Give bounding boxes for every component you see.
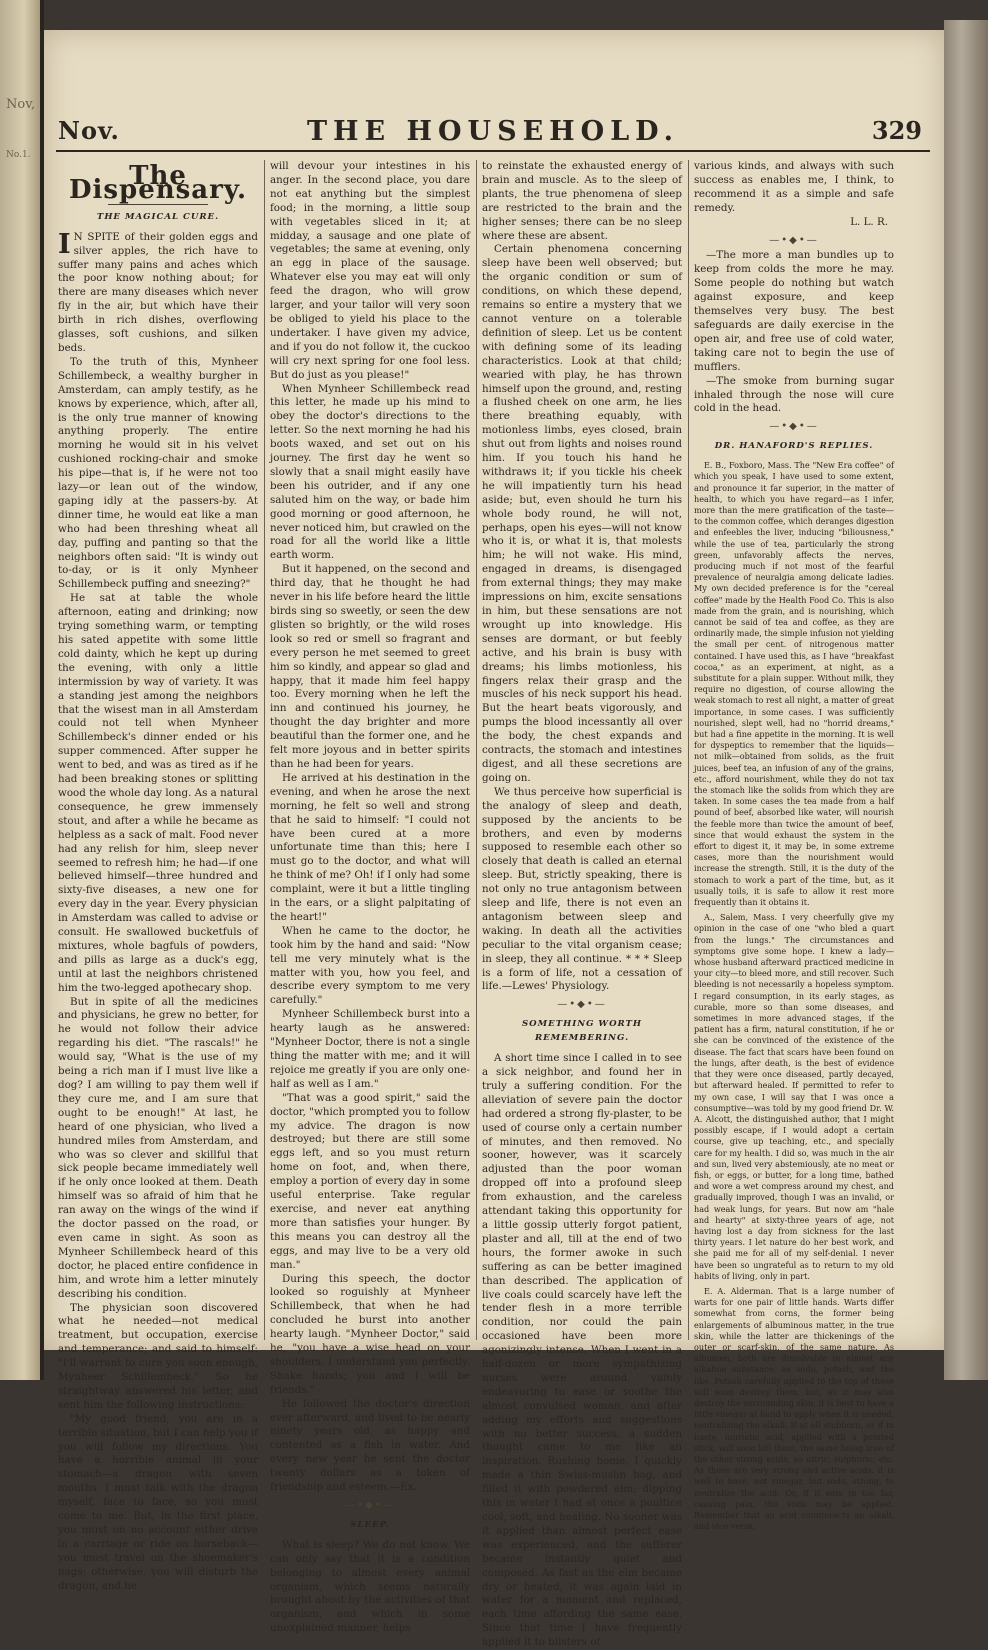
header-rule <box>56 150 930 152</box>
left-page-fragment: Nov, <box>6 97 36 112</box>
column-divider <box>476 160 477 1340</box>
ornament-divider: —•◆•— <box>345 1500 395 1511</box>
paragraph: A short time since I called in to see a sick neighbor, and found her in truly a suffering condition. For the alleviation of severe pain the doctor had ordered a strong fly-plaster, to be used of course only a certain number of minutes, and then removed. No sooner, however, was it scarcely adjusted than the poor woman dropped off into a profound sleep from exhaustion, and the careless attendant taking this opportunity for a little gossip utterly forgot patient, plaster and all, till at the end of two hours, the former awoke in such suffering as can be better imagined than described. The application of live coals could scarcely have left the tender flesh in a more terrible condition, nor could the pain occasioned have been more agonizingly intense. When I went in a half-dozen or more sympathizing nurses were around vainly endeavoring to ease or soothe the almost convulsed woman, and after adding my efforts and suggestions with no better success, a sudden thought came to me like an inspiration. Rushing home, I quickly made a thin Swiss-muslin bag, and filled it with powdered elm; dipping this in water I had at once a poultice cool, soft, and healing. No sooner was it applied than almost perfect ease was experienced, and the sufferer became instantly quiet and composed. As fast as the elm became dry or heated, it was again laid in water for a moment and replaced, each time affording the same ease. Since that time I have frequently applied it to blisters of <box>482 1052 682 1649</box>
paragraph: He followed the doctor's direction ever afterward, and lived to be nearly ninety years old, as happy and contented as a fish in water. And every new year he sent the doctor twenty dollars as a token of friendship and esteem.—Ex. <box>270 1397 470 1494</box>
paragraph: He arrived at his destination in the evening, and when he arose the next morning, he felt so well and strong that he said to himself: "I could not have been cured at a more unfortunate time than this; here I must go to the doctor, and what will he think of me? Oh! if I only had some complaint, were it but a little tingling in the ears, or a slight palpitating of the heart!" <box>270 771 470 923</box>
reply-paragraph: E. A. Alderman. That is a large number of warts for one pair of little hands. Warts differ somewhat from corns, the former being enlargements of albuminous matter, in the true skin, while the latter are thickenings of the outer or scarf-skin, of the same nature. As albumen, both are dissolvable in almost any alkaline substance, as soda, potash, and the like. Potash carefully applied to the top of these will soon destroy them, but, as it may also destroy the surrounding skin, it is best to have a little vinegar at hand to apply when it is needed, neutralizing the alkali. If at all stubborn, or if in haste, muriatic acid, applied with a pointed stick, will soon kill them, the same being true of the other strong acids, as nitric, sulphuric, etc. As these are very strong and active acids, it is well to have, not vinegar, but soda, strong, to neutralize the acid. Or, if it eats in too far, causing pain, the soda may be applied. Remember that an acid counteracts an alkali, and vice versa. <box>694 1285 894 1532</box>
paragraph: During this speech, the doctor looked so roguishly at Mynheer Schillembeck, that when he had concluded he burst into another hearty laugh. "Mynheer Doctor," said he, "you have a wise head on your shoulders. I understand you perfectly. Shake hands; you and I will be friends." <box>270 1272 470 1396</box>
column-2 <box>270 160 470 1635</box>
paragraph: But it happened, on the second and third day, that he thought he had never in his life before heard the little birds sing so sweetly, or seen the dew glisten so brightly, or the wild roses look so red or smell so fragrant and every person he met seemed to greet him so kindly, and appear so glad and happy, that it made him feel happy too. Every morning when he left the inn and continued his journey, he thought the day brighter and more beautiful than the former one, and he felt more joyous and in better spirits than he had been for years. <box>270 563 470 770</box>
column-3 <box>482 160 682 1649</box>
paragraph: —The more a man bundles up to keep from colds the more he may. Some people do nothing but watch against exposure, and keep themselves very busy. The best safeguards are daily exercise in the open air, and free use of cold water, taking care not to begin the use of mufflers. <box>694 249 894 373</box>
column-4 <box>694 160 894 1532</box>
column-1 <box>58 160 258 1592</box>
ornament-divider: —•◆•— <box>769 234 819 246</box>
newspaper-page <box>44 30 944 1649</box>
replies-body <box>694 460 894 1532</box>
article-title-sleep: SLEEP. <box>350 1519 390 1530</box>
paragraph: Certain phenomena concerning sleep have been well observed; but the organic condition or sum of conditions, on which these depend, remains so entire a mystery that we cannot venture on a tolerable definition of sleep. Let us be content with defining some of its leading characteristics. Look at that child; wearied with play, he has thrown himself upon the ground, and, resting a flushed cheek on one arm, he lies there breathing equably, with motionless limbs, eyes closed, brain shut out from lights and noises round him. If you touch his hand he withdraws it; if you tickle his cheek he will impatiently turn his head aside; but, even should he turn his whole body round, he will not, perhaps, open his eyes—will not know who it is, or what it is, that molests him; he will not wake. His mind, engaged in dreams, is disengaged from external things; they may make impressions on him, excite sensations in him, but these sensations are not wrought up into knowledge. His senses are dormant, or but feebly active, and his brain is busy with dreams; his limbs motionless, his fingers relax their grasp and the muscles of his neck support his head. But the heart beats vigorously, and pumps the blood incessantly all over the body, the chest expands and contracts, the stomach and intestines digest, and all these secretions are going on. <box>482 243 682 784</box>
paragraph: What is sleep? We do not know. We can only say that it is a condition belonging to almost every animal organism, which seems naturally brought about by the activities of that organism, and which in some unexplained manner, helps <box>270 1538 470 1635</box>
column-divider <box>688 160 689 1340</box>
paragraph: To the truth of this, Mynheer Schillembeck, a wealthy burgher in Amsterdam, can amply testify, as he knows by experience, which, after all, is the only true manner of knowing anything properly. The entire morning he would sit in his velvet cushioned rocking-chair and smoke his pipe—that is, if he were not too lazy—or lean out of the window, gaping idly at the passers-by. At dinner time, he would eat like a man who had been threshing wheat all day, puffing and panting so that the neighbors often said: "It is windy out to-day, or is it only Mynheer Schillembeck puffing and sneezing?" <box>58 355 258 591</box>
paragraph: "My good friend, you are in a terrible situation, but I can help you if you will follow my directions. You have a horrible animal in your stomach—a dragon with seven mouths. I must talk with the dragon myself, face to face, so you must come to me. But, in the first place, you must on no account either drive in a carriage or ride on horseback—you must travel on the shoemaker's nags; otherwise, you will disturb the dragon, and he <box>58 1412 258 1592</box>
left-page-edge <box>0 0 40 1380</box>
paragraph: He sat at table the whole afternoon, eating and drinking; now trying something warm, or tempting his sated appetite with some little cold dainty, which he kept up during the evening, with only a little intermission by way of variety. It was a standing jest among the neighbors that the wisest man in all Amsterdam could not tell when Mynheer Schillembeck's dinner ended or his supper commenced. After supper he went to bed, and was as tired as if he had been breaking stones or splitting wood the whole day long. As a natural consequence, he grew immensely stout, and after a while he became as helpless as a sack of malt. Food never had any relish for him, sleep never seemed to refresh him; he had—if one believed himself—three hundred and sixty-five diseases, a new one for every day in the year. Every physician in Amsterdam was called to advise or consult. He swallowed bucketfuls of mixtures, whole bagfuls of powders, and pills as large as a duck's egg, until at last the neighbors christened him the two-legged apothecary shop. <box>58 592 258 994</box>
header-month: Nov. <box>58 116 120 145</box>
page-header <box>56 116 930 152</box>
ornament-divider: —•◆•— <box>557 999 607 1011</box>
paragraph: —The smoke from burning sugar inhaled through the nose will cure cold in the head. <box>694 374 894 415</box>
paragraph: When Mynheer Schillembeck read this letter, he made up his mind to obey the doctor's directions to the letter. So the next morning he had his boots waxed, and set out on his journey. The first day he went so slowly that a snail might easily have been his outrider, and if any one saluted him on the way, or bade him good morning or good afternoon, he never noticed him, but crawled on the road for all the world like a little earth worm. <box>270 382 470 562</box>
article-title-magical-cure: THE MAGICAL CURE. <box>96 211 220 222</box>
paragraph: The physician soon discovered what he needed—not medical treatment, but occupation, exercise and temperance; and said to himself: "I'll warrant to cure you soon enough, Mynheer Schillembeck." So he straightway answered his letter, and sent him the following instructions: <box>58 1301 258 1411</box>
paragraph: will devour your intestines in his anger. In the second place, you dare not eat anything but the simplest food; in the morning, a little soup with vegetables sliced in it; at midday, a sausage and one plate of vegetables; the same at evening, only an egg in place of the sausage. Whatever else you may eat will only feed the dragon, who will grow larger, and your tailor will very soon be obliged to yield his place to the undertaker. I have given my advice, and if you do not follow it, the cuckoo will cry next spring for one fool less. But do just as you please!" <box>270 160 470 381</box>
book-cover-edge <box>944 20 988 1380</box>
article-title-something-worth-remembering: SOMETHING WORTH REMEMBERING. <box>521 1019 643 1044</box>
reply-paragraph: E. B., Foxboro, Mass. The "New Era coffee" of which you speak, I have used to some extent, and pronounce it far superior, in the matter of health, to which you have regard—as I infer, more than the mere gratification of the taste—to the common coffee, which deranges digestion and enfeebles the liver, inducing "biliousness," while the use of tea, particularly the strong green, unfavorably affects the nerves, producing much if not most of the fearful prevalence of neuralgia among delicate ladies. My own decided preference is for the "cereal coffee" made by the Health Food Co. This is also made from the grain, and is nourishing, which cannot be said of tea and coffee, as they are ordinarily made, the simple infusion not yielding the small per cent. of nitrogenous matter contained. I have used this, as I have "breakfast cocoa," as an experiment, at night, as a substitute for a plain supper. Without milk, they require no digestion, of course allowing the weak stomach to rest all night, a matter of great importance, in some cases. I was sufficiently nourished, slept well, had no "horrid dreams," but had a fine appetite in the morning. It is well for dyspeptics to remember that the liquids—not milk—obtained from solids, as the fruit juices, beef tea, an infusion of any of the grains, etc., afford nourishment, while they do not tax the stomach like the solids from which they are taken. In some cases the tea made from a half pound of beef, absorbed like water, will nourish the feeble more than twice the amount of beef, since that would exhaust the system in the effort to digest it, it may be, in some extreme cases, more than the nourishment would increase the strength. Still, it is the duty of the stomach to work a part of the time, but, as it usually toils, it is safe to allow it rest more frequently than it obtains it. <box>694 460 894 908</box>
header-page-number: 329 <box>871 116 922 145</box>
paragraph: Mynheer Schillembeck burst into a hearty laugh as he answered: "Mynheer Doctor, there is not a single thing the matter with me; and it will rejoice me greatly if you are only one-half as well as I am." <box>270 1008 470 1090</box>
paragraph: to reinstate the exhausted energy of brain and muscle. As to the sleep of plants, the true phenomena of sleep are restricted to the brain and the higher senses; there can be no sleep where these are absent. <box>482 160 682 242</box>
drop-cap: I <box>58 228 71 260</box>
paragraph: When he came to the doctor, he took him by the hand and said: "Now tell me very minutely what is the matter with you, how you feel, and describe every symptom to me very carefully." <box>270 924 470 1007</box>
paragraph: various kinds, and always with such success as enables me, I think, to recommend it as a simple and safe remedy. <box>694 160 894 214</box>
paragraph: I N SPITE of their golden eggs and silver apples, the rich have to suffer many pains and aches which the poor know nothing about; for there are many diseases which never fly in the air, but which have their birth in rich dishes, overflowing glasses, soft cushions, and silken beds. <box>58 228 258 354</box>
article-title-dr-hanafords-replies: DR. HANAFORD'S REPLIES. <box>714 441 874 452</box>
paragraph: But in spite of all the medicines and physicians, he grew no better, for he would not follow their advice regarding his diet. "The rascals!" he would say, "What is the use of my being a rich man if I must live like a dog? I am willing to pay them well if they cure me, and I am sure that ought to be enough!" At last, he heard of one physician, who lived a hundred miles from Amsterdam, and who was so clever and skillful that sick people became immediately well if he only once looked at them. Death himself was so afraid of him that he ran away on the wings of the wind if the doctor passed on the road, or even came in sight. As soon as Mynheer Schillembeck heard of this doctor, he placed entire confidence in him, and wrote him a letter minutely describing his condition. <box>58 995 258 1300</box>
header-title: THE HOUSEHOLD. <box>306 116 680 147</box>
signature: L. L. R. <box>850 215 888 228</box>
reply-paragraph: A., Salem, Mass. I very cheerfully give my opinion in the case of one "who bled a quart from the lungs." The circumstances and symptoms give some hope. I knew a lady—whose husband afterward practiced medicine in your city—to bleed more, and still recover. Such bleeding is not necessarily a hopeless symptom. I regard consumption, in its early stages, as curable, more so than some diseases, and sometimes in more advanced stages, if the patient has a firm, natural constitution, if he or she can be convinced of the existence of the disease. The fact that scars have been found on the lungs, after death, is the best of evidence that they were once diseased, partly decayed, but afterward healed. If permitted to refer to my own case, I will say that I was once a consumptive—was told by my good friend Dr. W. A. Alcott, the distinguished author, that I might possibly escape, if I would adopt a certain course, give up teaching, etc., and specially care for my health. I did so, was much in the air and sun, lived very abstemiously, ate no meat or fish, or eggs, or butter, for a long time, bathed and wore a wet compress around my chest, and gradually improved, though I was an invalid, or had weak lungs, for years. But now am "hale and hearty" at sixty-three years of age, not having lost a day from sickness for the last thirty years. I let nature do her best work, and she paid me for all of my self-denial. I never have been so ungrateful as to return to my old habits of living, only in part. <box>694 912 894 1281</box>
section-heading-dispensary: The Dispensary. <box>68 161 248 205</box>
paragraph: We thus perceive how superficial is the analogy of sleep and death, supposed by the ancients to be brothers, and even by moderns supposed to resemble each other so closely that death is called an eternal sleep. But, strictly speaking, there is not only no true antagonism between sleep and life, there is not even an antagonism between sleep and waking. In death all the activities peculiar to the vital organism cease; in sleep, they all continue. * * * Sleep is a form of life, not a cessation of life.—Lewes' Physiology. <box>482 785 682 993</box>
column-divider <box>264 160 265 1340</box>
paragraph: "That was a good spirit," said the doctor, "which prompted you to follow my advice. The dragon is now destroyed; but there are still some eggs left, and so you must return home on foot, and, when there, employ a portion of every day in some useful enterprise. Take regular exercise, and never eat anything more than satisfies your hunger. By this means you can destroy all the eggs, and may live to be a very old man." <box>270 1091 470 1271</box>
left-page-fragment: No.1. <box>6 150 31 160</box>
ornament-divider: —•◆•— <box>769 421 819 433</box>
